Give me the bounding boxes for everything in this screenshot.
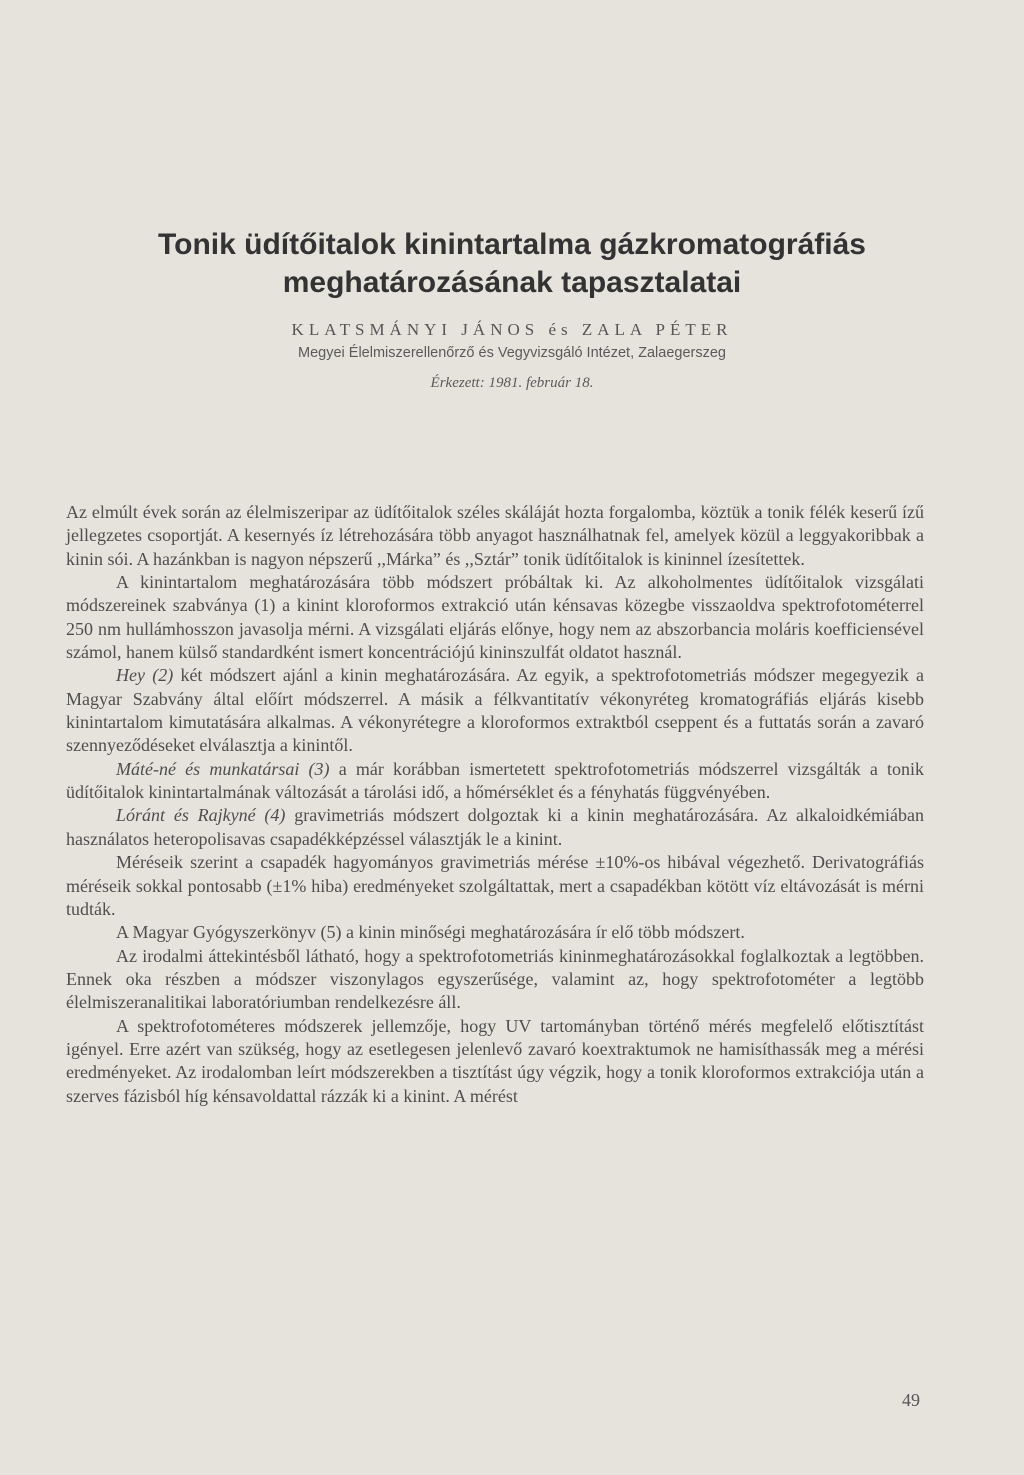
affiliation: Megyei Élelmiszerellenőrző és Vegyvizsgáló Intézet, Zalaegerszeg	[298, 345, 726, 361]
paragraph: Az irodalmi áttekintésből látható, hogy a spektrofotometriás kininmeghatározásokkal foglalkoztak a legtöbben. Ennek oka részben a módszer viszonylagos egyszerűsége, valamint az, hogy spektrofotométer a legtöbb élelmiszeranalitikai laboratóriumban rendelkezésre áll.	[66, 945, 924, 1013]
citation-ref: Hey (2)	[116, 665, 174, 686]
paragraph: A spektrofotométeres módszerek jellemzője, hogy UV tartományban történő mérés megfelelő előtisztítást igényel. Erre azért van szükség, hogy az esetlegesen jelenlevő zavaró koextraktumok ne hamisíthassák meg a mérési eredményeket. Az irodalomban leírt módszerekben a tisztítást úgy végzik, hogy a tonik kloroformos extrakciója után a szerves fázisból híg kénsavoldattal rázzák ki a kinint. A mérést	[66, 1015, 924, 1106]
citation-ref: Lóránt és Rajkyné (4)	[116, 805, 286, 826]
paragraph: Hey (2) két módszert ajánl a kinin meghatározására. Az egyik, a spektrofotometriás módszer megegyezik a Magyar Szabvány által előírt módszerrel. A másik a félkvantitatív vékonyréteg kromatográfiás eljárás kisebb kinintartalom kimutatására alkalmas. A vékonyrétegre a kloroformos extraktból cseppent és a futtatás során a zavaró szennyeződéseket elválasztja a kinintől.	[66, 665, 924, 756]
paragraph: A Magyar Gyógyszerkönyv (5) a kinin minőségi meghatározására ír elő több módszert.	[116, 922, 745, 943]
paragraph: Lóránt és Rajkyné (4) gravimetriás módszert dolgoztak ki a kinin meghatározására. Az alkaloidkémiában használatos heteropolisavas csapadékképzéssel választják le a kinint.	[66, 805, 924, 849]
paragraph: Az elmúlt évek során az élelmiszeripar az üdítőitalok széles skáláját hozta forgalomba, köztük a tonik félék keserű ízű jellegzetes csoportját. A kesernyés íz létrehozására több anyagot használhatnak fel, amelyek közül a leggyakoribbak a kinin sói. A hazánkban is nagyon népszerű ,,Márka” és ,,Sztár” tonik üdítőitalok is kininnel ízesítettek.	[66, 502, 924, 569]
body-text	[66, 501, 924, 1108]
citation-ref: Máté-né és munkatársai (3)	[116, 758, 330, 779]
title-line-1: Tonik üdítőitalok kinintartalma gázkromatográfiás	[158, 228, 866, 261]
authors: KLATSMÁNYI JÁNOS és ZALA PÉTER	[291, 320, 733, 339]
paper-title	[100, 226, 924, 302]
received-date: Érkezett: 1981. február 18.	[430, 375, 594, 391]
page-number: 49	[902, 1390, 920, 1410]
paragraph: A kinintartalom meghatározására több módszert próbáltak ki. Az alkoholmentes üdítőitalok vizsgálati módszereinek szabványa (1) a kinint kloroformos extrakció után kénsavas közegbe visszaoldva spektrofotométerrel 250 nm hullámhosszon javasolja mérni. A vizsgálati eljárás előnye, hogy nem az abszorbancia moláris koefficiensével számol, hanem külső standardként ismert koncentrációjú kininszulfát oldatot használ.	[66, 572, 924, 663]
paragraph: Méréseik szerint a csapadék hagyományos gravimetriás mérése ±10%-os hibával végezhető. Derivatográfiás méréseik sokkal pontosabb (±1% hiba) eredményeket szolgáltattak, mert a csapadékban kötött víz eltávozását is mérni tudták.	[66, 852, 924, 919]
title-line-2: meghatározásának tapasztalatai	[282, 266, 742, 299]
paragraph: Máté-né és munkatársai (3) a már korábban ismertetett spektrofotometriás módszerrel vizsgálták a tonik üdítőitalok kinintartalmának változását a tárolási idő, a hőmérséklet és a fényhatás függvényében.	[66, 758, 924, 803]
